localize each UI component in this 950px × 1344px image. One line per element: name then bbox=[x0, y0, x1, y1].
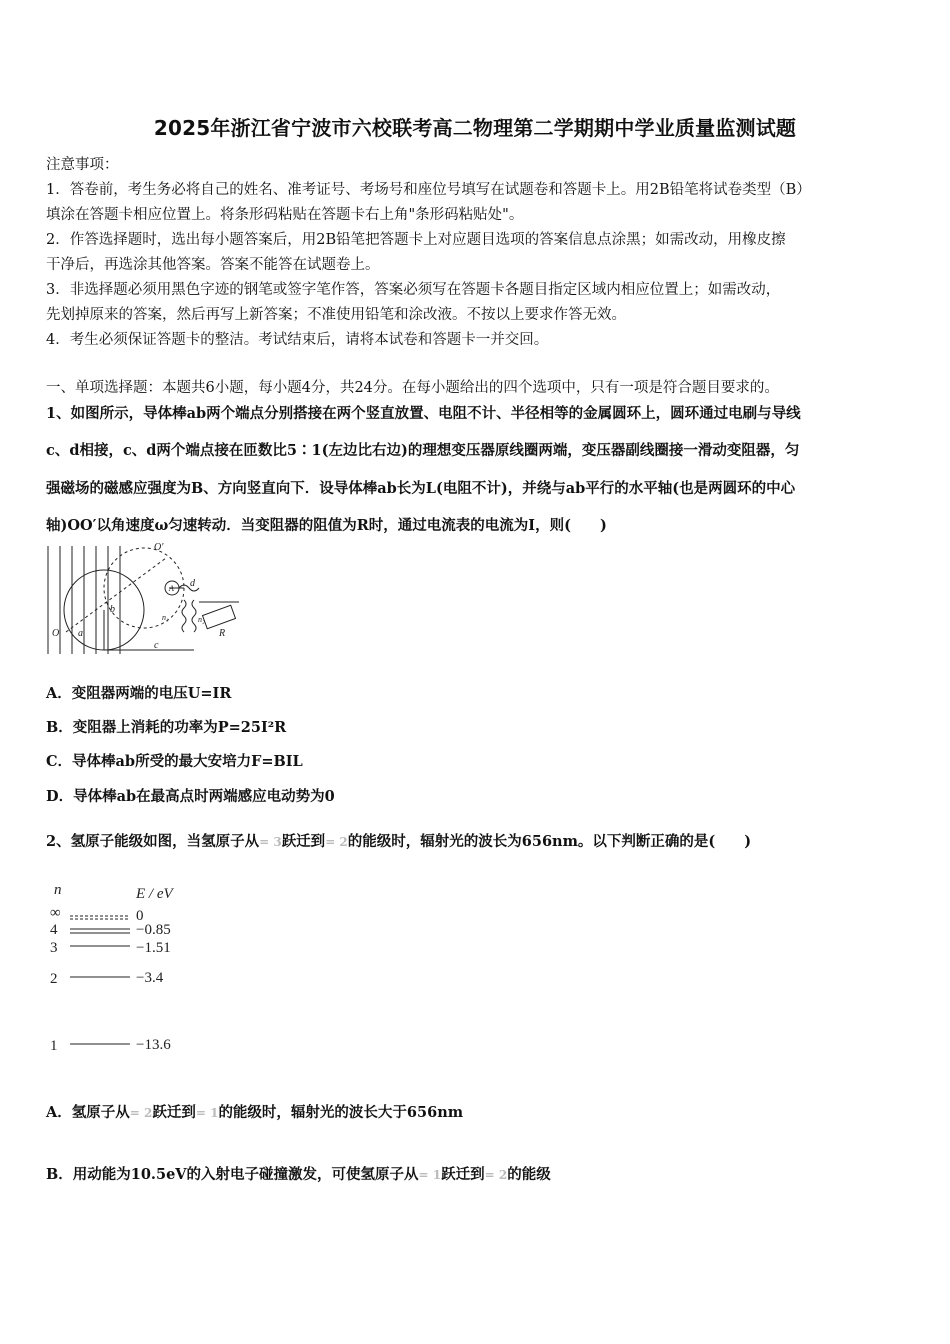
level-e: −13.6 bbox=[136, 1037, 171, 1053]
q1-option-a[interactable]: A．变阻器两端的电压U=IR bbox=[46, 685, 232, 702]
notice-line: 4．考生必须保证答题卡的整洁。考试结束后，请将本试卷和答题卡一并交回。 bbox=[46, 332, 549, 348]
q1-option-b[interactable]: B．变阻器上消耗的功率为P=25I²R bbox=[46, 719, 287, 736]
level-n: ∞ bbox=[50, 905, 61, 921]
q2-opt-text: 跃迁到 bbox=[152, 1104, 196, 1121]
fig-label: R bbox=[219, 628, 226, 639]
notice-line: 1．答卷前，考生务必将自己的姓名、准考证号、考场号和座位号填写在试题卷和答题卡上。用2B铅笔将试卷类型（B） bbox=[46, 182, 811, 198]
q2-stem-text: 2、氢原子能级如图，当氢原子从 bbox=[46, 833, 260, 850]
fig-label: c bbox=[154, 640, 159, 651]
formula-n: = 2 bbox=[129, 1106, 153, 1120]
notice-line: 填涂在答题卡相应位置上。将条形码粘贴在答题卡右上角"条形码粘贴处"。 bbox=[46, 207, 524, 223]
q2-opt-text: 跃迁到 bbox=[441, 1166, 485, 1183]
notice-line: 3．非选择题必须用黑色字迹的钢笔或签字笔作答，答案必须写在答题卡各题目指定区域内相应位置上；如需改动， bbox=[46, 282, 781, 298]
q1-stem-line: 1、如图所示，导体棒ab两个端点分别搭接在两个竖直放置、电阻不计、半径相等的金属圆环上，圆环通过电刷与导线 bbox=[46, 405, 801, 422]
fig-label: a bbox=[78, 628, 83, 639]
notice-line: 先划掉原来的答案，然后再写上新答案；不准使用铅笔和涂改液。不按以上要求作答无效。 bbox=[46, 307, 626, 323]
level-e: −0.85 bbox=[136, 922, 171, 938]
q2-opt-text: A．氢原子从 bbox=[46, 1104, 130, 1121]
q2-opt-text: 的能级时，辐射光的波长大于656nm bbox=[218, 1104, 464, 1121]
level-n: 3 bbox=[50, 940, 58, 956]
q1-stem-line: 轴)OO′以角速度ω匀速转动．当变阻器的阻值为R时，通过电流表的电流为I，则( ) bbox=[46, 517, 607, 534]
notice-header: 注意事项： bbox=[46, 157, 119, 173]
q1-option-c[interactable]: C．导体棒ab所受的最大安培力F=BIL bbox=[46, 753, 303, 770]
q2-stem bbox=[46, 830, 751, 851]
q1-circuit-figure bbox=[44, 540, 249, 658]
fig-label: d bbox=[190, 578, 195, 589]
notice-line: 干净后，再选涂其他答案。答案不能答在试题卷上。 bbox=[46, 257, 380, 273]
level-e: −1.51 bbox=[136, 940, 171, 956]
q1-stem-line: 强磁场的磁感应强度为B、方向竖直向下．设导体棒ab长为L(电阻不计)，并绕与ab平行的水平轴(也是两圆环的中心 bbox=[46, 480, 796, 497]
level-n: 2 bbox=[50, 971, 58, 987]
q2-stem-text: 的能级时，辐射光的波长为656nm。以下判断正确的是( ) bbox=[347, 833, 752, 850]
axis-n-label: n bbox=[54, 882, 62, 898]
energy-level-diagram bbox=[44, 876, 204, 1061]
fig-label: O bbox=[52, 628, 60, 639]
notice-line: 2．作答选择题时，选出每小题答案后，用2B铅笔把答题卡上对应题目选项的答案信息点涂黑；如需改动，用橡皮擦 bbox=[46, 232, 786, 248]
formula-n2: = 2 bbox=[325, 835, 348, 849]
q2-opt-text: B．用动能为10.5eV的入射电子碰撞激发，可使氢原子从 bbox=[46, 1166, 419, 1183]
fig-label: O′ bbox=[154, 542, 164, 553]
fig-label: n₁ bbox=[162, 613, 169, 622]
q1-stem-line: c、d相接，c、d两个端点接在匝数比5∶1(左边比右边)的理想变压器原线圈两端，变压器副线圈接一滑动变阻器，匀 bbox=[46, 442, 800, 459]
level-n: 4 bbox=[50, 922, 58, 938]
fig-label: A bbox=[169, 584, 174, 593]
axis-e-label: E / eV bbox=[136, 886, 173, 902]
q2-stem-text: 跃迁到 bbox=[281, 833, 326, 850]
q1-option-d[interactable]: D．导体棒ab在最高点时两端感应电动势为0 bbox=[46, 788, 335, 805]
formula-n: = 1 bbox=[195, 1106, 219, 1120]
formula-n3: = 3 bbox=[259, 835, 282, 849]
level-n: 1 bbox=[50, 1038, 58, 1054]
formula-n: = 1 bbox=[418, 1168, 442, 1182]
q2-option-a[interactable] bbox=[46, 1101, 463, 1122]
fig-label: b bbox=[110, 604, 115, 615]
fig-label: n₂ bbox=[198, 615, 205, 624]
level-e: 0 bbox=[136, 908, 144, 924]
section-heading: 一、单项选择题：本题共6小题，每小题4分，共24分。在每小题给出的四个选项中，只有一项是符合题目要求的。 bbox=[46, 380, 779, 396]
level-e: −3.4 bbox=[136, 970, 164, 986]
formula-n: = 2 bbox=[484, 1168, 508, 1182]
q2-opt-text: 的能级 bbox=[507, 1166, 551, 1183]
q2-option-b[interactable] bbox=[46, 1163, 551, 1184]
page-title: 2025年浙江省宁波市六校联考高二物理第二学期期中学业质量监测试题 bbox=[153, 116, 797, 140]
